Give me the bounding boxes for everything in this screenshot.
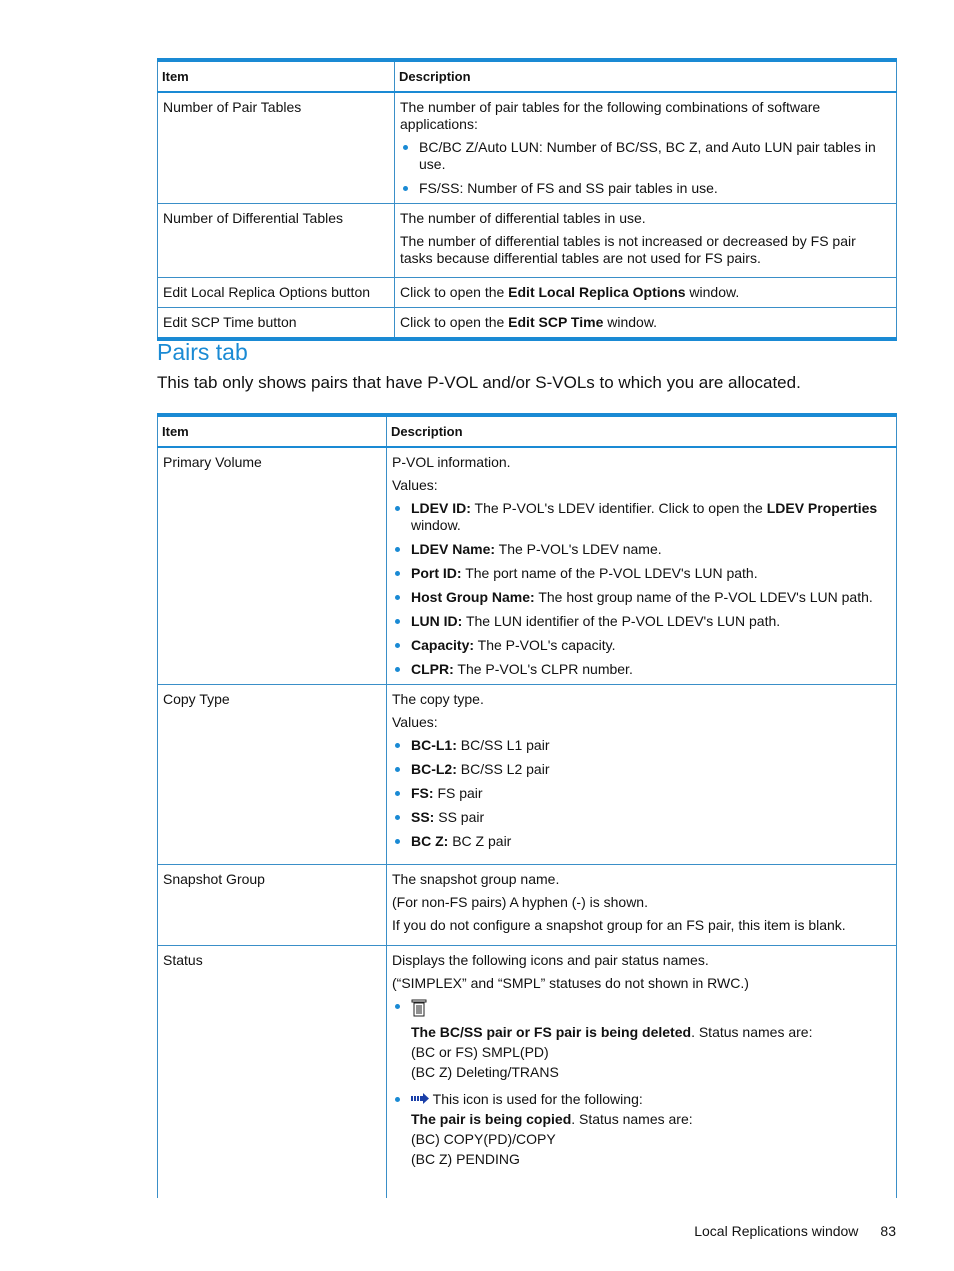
table-row [158,204,897,278]
description-cell: Displays the following icons and pair status names. (“SIMPLEX” and “SMPL” statuses do not shown in RWC.) The BC/SS pair or FS pair is being deleted. Status names are: (BC or FS) SMPL(PD) (BC Z) Deleting/TRANS This icon is used for the following: The pair is being copied. Status names are: (BC) COPY(PD)/COPY (BC Z) PENDING [387,946,897,1198]
header-item: Item [158,60,395,92]
item-cell: Number of Pair Tables [158,92,395,204]
list-item: Host Group Name: The host group name of the P-VOL LDEV's LUN path. [392,589,891,606]
list-item: CLPR: The P-VOL's CLPR number. [392,661,891,678]
table-row [158,447,897,685]
table-row [158,278,897,308]
list-item: The BC/SS pair or FS pair is being deleted. Status names are: (BC or FS) SMPL(PD) (BC Z) Deleting/TRANS [392,998,891,1081]
table-row [158,946,897,1198]
table-row [158,865,897,946]
summary-table [157,58,897,341]
page-number: 83 [880,1223,896,1239]
table-row [158,685,897,865]
table-row [158,92,897,204]
description-cell: The number of differential tables in use. The number of differential tables is not increased or decreased by FS pair tasks because differential tables are not used for FS pairs. [395,204,897,278]
copy-arrow-icon [411,1092,429,1109]
description-cell: The number of pair tables for the following combinations of software applications: BC/BC Z/Auto LUN: Number of BC/SS, BC Z, and Auto LUN pair tables in use. FS/SS: Number of FS and SS pair tables in use. [395,92,897,204]
description-cell: Click to open the Edit SCP Time window. [395,308,897,340]
section-title: Pairs tab [157,339,248,365]
list-item: FS: FS pair [392,785,891,802]
item-cell: Number of Differential Tables [158,204,395,278]
list-item: LDEV ID: The P-VOL's LDEV identifier. Click to open the LDEV Properties window. [392,500,891,534]
list-item: LDEV Name: The P-VOL's LDEV name. [392,541,891,558]
list-item: BC-L1: BC/SS L1 pair [392,737,891,754]
header-description: Description [387,415,897,447]
item-cell: Status [158,946,387,1198]
list-item: BC-L2: BC/SS L2 pair [392,761,891,778]
list-item: Port ID: The port name of the P-VOL LDEV's LUN path. [392,565,891,582]
page-footer [694,1223,896,1239]
footer-title: Local Replications window [694,1223,859,1239]
table-row [158,308,897,340]
trash-icon [411,998,427,1022]
list-item: BC/BC Z/Auto LUN: Number of BC/SS, BC Z, and Auto LUN pair tables in use. [400,139,891,173]
list-item: SS: SS pair [392,809,891,826]
item-cell: Edit Local Replica Options button [158,278,395,308]
list-item: LUN ID: The LUN identifier of the P-VOL LDEV's LUN path. [392,613,891,630]
description-cell: Click to open the Edit Local Replica Options window. [395,278,897,308]
pairs-table [157,413,897,1198]
header-description: Description [395,60,897,92]
header-item: Item [158,415,387,447]
list-item: FS/SS: Number of FS and SS pair tables in use. [400,180,891,197]
section-intro: This tab only shows pairs that have P-VOL and/or S-VOLs to which you are allocated. [157,373,801,392]
item-cell: Primary Volume [158,447,387,685]
list-item: BC Z: BC Z pair [392,833,891,850]
item-cell: Edit SCP Time button [158,308,395,340]
list-item: This icon is used for the following: The pair is being copied. Status names are: (BC) COPY(PD)/COPY (BC Z) PENDING [392,1091,891,1168]
item-cell: Snapshot Group [158,865,387,946]
list-item: Capacity: The P-VOL's capacity. [392,637,891,654]
item-cell: Copy Type [158,685,387,865]
description-cell: The snapshot group name. (For non-FS pairs) A hyphen (-) is shown. If you do not configure a snapshot group for an FS pair, this item is blank. [387,865,897,946]
description-cell: The copy type. Values: BC-L1: BC/SS L1 pair BC-L2: BC/SS L2 pair FS: FS pair SS: SS pair BC Z: BC Z pair [387,685,897,865]
description-cell: P-VOL information. Values: LDEV ID: The P-VOL's LDEV identifier. Click to open the LDEV Properties window. LDEV Name: The P-VOL's LDEV name. Port ID: The port name of the P-VOL LDEV's LUN path. Host Group Name: The host group name of the P-VOL LDEV's LUN path. LUN ID: The LUN identifier of the P-VOL LDEV's LUN path. Capacity: The P-VOL's capacity. CLPR: The P-VOL's CLPR number. [387,447,897,685]
